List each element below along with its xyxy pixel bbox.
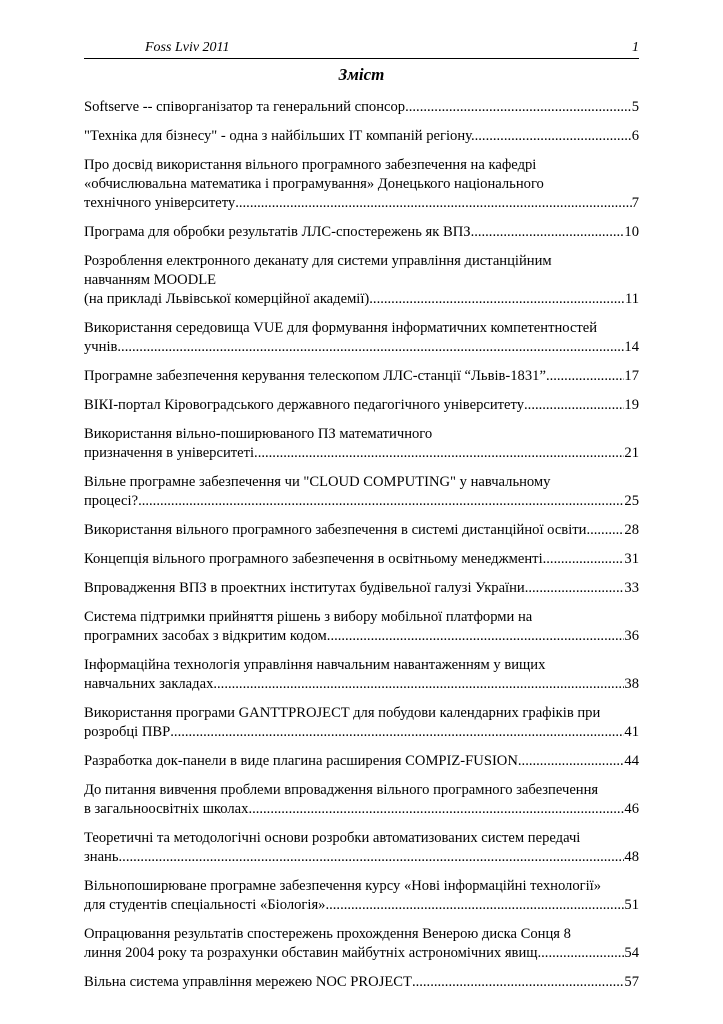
dot-leader — [327, 627, 625, 646]
toc-entry-last-line — [84, 194, 639, 213]
toc-entry[interactable] — [84, 973, 639, 992]
toc-page-number: 6 — [631, 128, 639, 144]
toc-page-number: 17 — [624, 368, 639, 384]
toc-entry-title-line: Softserve -- співорганізатор та генеральний спонсор — [84, 99, 406, 115]
toc-entry-last-line — [84, 896, 639, 915]
toc-page-number: 54 — [624, 945, 639, 961]
toc-page-number: 31 — [624, 551, 639, 567]
toc-page-number: 51 — [624, 897, 639, 913]
toc-entry-title-line: Впровадження ВПЗ в проектних інститутах будівельної галузі України — [84, 580, 525, 596]
toc-entry-last-line — [84, 98, 639, 117]
toc-entry-title-line: програмних засобах з відкритим кодом — [84, 628, 327, 644]
toc-page-number: 5 — [631, 99, 639, 115]
toc-entry[interactable] — [84, 156, 639, 213]
toc-entry-title-line: технічного університету — [84, 195, 236, 211]
toc-entry-last-line — [84, 800, 639, 819]
toc-entry-title-line: Теоретичні та методологічні основи розробки автоматизованих систем передачі — [84, 830, 581, 846]
header-rule — [84, 58, 639, 59]
dot-leader — [248, 800, 624, 819]
toc-entry-title-line: процесі? — [84, 493, 139, 509]
toc-entry-last-line — [84, 396, 639, 415]
toc-entry-last-line — [84, 627, 639, 646]
dot-leader — [138, 492, 624, 511]
toc-page-number: 36 — [624, 628, 639, 644]
dot-leader — [518, 752, 625, 771]
toc-entry-title-line: в загальноосвітніх школах — [84, 801, 249, 817]
toc-entry-title-line: Вільна система управління мережею NOC PROJECT — [84, 974, 412, 990]
dot-leader — [524, 396, 624, 415]
table-of-contents — [84, 98, 639, 1002]
toc-page-number: 25 — [624, 493, 639, 509]
header-page-number: 1 — [632, 40, 639, 55]
toc-entry-title-line: Вільне програмне забезпечення чи "CLOUD COMPUTING" у навчальному — [84, 474, 551, 490]
toc-entry[interactable] — [84, 127, 639, 146]
dot-leader — [170, 723, 624, 742]
toc-entry-last-line — [84, 223, 639, 242]
header-title: Foss Lviv 2011 — [145, 40, 230, 55]
toc-page-number: 19 — [624, 397, 639, 413]
toc-entry[interactable] — [84, 579, 639, 598]
dot-leader — [213, 675, 624, 694]
toc-entry-title-line: Інформаційна технологія управління навчальним навантаженням у вищих — [84, 657, 546, 673]
toc-entry-title-line: ВІКІ-портал Кіровоградського державного педагогічного університету — [84, 397, 525, 413]
toc-entry[interactable] — [84, 752, 639, 771]
dot-leader — [538, 944, 625, 963]
toc-entry-last-line — [84, 444, 639, 463]
toc-entry[interactable] — [84, 704, 639, 742]
toc-entry[interactable] — [84, 319, 639, 357]
toc-entry-title-line: Концепція вільного програмного забезпечення в освітньому менеджменті — [84, 551, 543, 567]
dot-leader — [590, 521, 624, 540]
toc-entry[interactable] — [84, 877, 639, 915]
toc-entry-title-line: До питання вивчення проблеми впровадження вільного програмного забезпечення — [84, 782, 599, 798]
toc-entry-title-line: Програма для обробки результатів ЛЛС-спостережень як ВПЗ — [84, 224, 471, 240]
toc-entry-title-line: Система підтримки прийняття рішень з вибору мобільної платформи на — [84, 609, 533, 625]
toc-page-number: 11 — [624, 291, 639, 307]
toc-entry-title-line: Розроблення електронного деканату для системи управління дистанційним — [84, 253, 552, 269]
toc-entry-last-line — [84, 579, 639, 598]
dot-leader — [117, 338, 624, 357]
dot-leader — [412, 973, 624, 992]
dot-leader — [369, 290, 625, 309]
toc-entry-title-line: для студентів спеціальності «Біологія» — [84, 897, 326, 913]
toc-entry-title-line: учнів — [84, 339, 118, 355]
toc-page-number: 41 — [624, 724, 639, 740]
toc-entry-last-line — [84, 973, 639, 992]
dot-leader — [543, 550, 625, 569]
toc-entry-last-line — [84, 752, 639, 771]
toc-entry-last-line — [84, 848, 639, 867]
toc-entry[interactable] — [84, 521, 639, 540]
dot-leader — [325, 896, 624, 915]
dot-leader — [525, 579, 625, 598]
toc-entry-last-line — [84, 127, 639, 146]
toc-entry-title-line: призначення в університеті — [84, 445, 255, 461]
toc-entry-last-line — [84, 723, 639, 742]
toc-entry-title-line: Разработка док-панели в виде плагина расширения COMPIZ-FUSION — [84, 753, 518, 769]
toc-entry-last-line — [84, 367, 639, 386]
toc-entry[interactable] — [84, 425, 639, 463]
toc-entry-title-line: (на прикладі Львівської комерційної академії) — [84, 291, 370, 307]
toc-entry-last-line — [84, 290, 639, 309]
toc-entry[interactable] — [84, 98, 639, 117]
toc-page-number: 46 — [624, 801, 639, 817]
toc-entry[interactable] — [84, 367, 639, 386]
dot-leader — [119, 848, 625, 867]
toc-entry-title-line: линня 2004 року та розрахунки обставин майбутніх астрономічних явищ — [84, 945, 538, 961]
toc-entry-last-line — [84, 675, 639, 694]
toc-entry-last-line — [84, 492, 639, 511]
toc-entry[interactable] — [84, 473, 639, 511]
dot-leader — [471, 223, 625, 242]
toc-entry-title-line: Використання вільного програмного забезпечення в системі дистанційної освіти. — [84, 522, 591, 538]
toc-entry[interactable] — [84, 252, 639, 309]
toc-page-number: 10 — [624, 224, 639, 240]
toc-entry-last-line — [84, 338, 639, 357]
toc-entry-title-line: Вільнопоширюване програмне забезпечення курсу «Нові інформаційні технології» — [84, 878, 602, 894]
toc-page-number: 14 — [624, 339, 639, 355]
toc-entry[interactable] — [84, 656, 639, 694]
toc-page-number: 44 — [624, 753, 639, 769]
toc-entry-last-line — [84, 550, 639, 569]
page-title: Зміст — [338, 65, 385, 84]
dot-leader — [475, 127, 632, 146]
toc-entry[interactable] — [84, 781, 639, 819]
toc-entry[interactable] — [84, 396, 639, 415]
toc-entry-title-line: Використання вільно-поширюваного ПЗ математичного — [84, 426, 433, 442]
dot-leader — [405, 98, 632, 117]
dot-leader — [254, 444, 624, 463]
toc-entry-title-line: «обчислювальна математика і програмування» Донецького національного — [84, 176, 544, 192]
toc-entry-title-line: "Техніка для бізнесу" - одна з найбільших ІТ компаній регіону. — [84, 128, 475, 144]
toc-entry[interactable] — [84, 223, 639, 242]
toc-entry[interactable] — [84, 550, 639, 569]
toc-entry-last-line — [84, 521, 639, 540]
toc-page-number: 57 — [624, 974, 639, 990]
running-header — [84, 39, 639, 57]
toc-page-number: 7 — [631, 195, 639, 211]
toc-entry-title-line: знань — [84, 849, 119, 865]
toc-entry[interactable] — [84, 608, 639, 646]
toc-page-number: 38 — [624, 676, 639, 692]
toc-entry-title-line: Опрацювання результатів спостережень прохождення Венерою диска Сонця 8 — [84, 926, 571, 942]
dot-leader — [546, 367, 624, 386]
toc-entry-title-line: Про досвід використання вільного програмного забезпечення на кафедрі — [84, 157, 537, 173]
toc-entry-title-line: Використання середовища VUE для формування інформатичних компетентностей — [84, 320, 598, 336]
toc-page-number: 28 — [624, 522, 639, 538]
toc-entry-title-line: Використання програми GANTTPROJECT для побудови календарних графіків при — [84, 705, 601, 721]
toc-entry-title-line: розробці ПВР — [84, 724, 171, 740]
dot-leader — [235, 194, 631, 213]
toc-entry-last-line — [84, 944, 639, 963]
toc-page-number: 33 — [624, 580, 639, 596]
toc-entry-title-line: Програмне забезпечення керування телескопом ЛЛС-станції “Львів-1831” — [84, 368, 546, 384]
toc-page-number: 48 — [624, 849, 639, 865]
toc-page-number: 21 — [624, 445, 639, 461]
toc-entry-title-line: навчальних закладах — [84, 676, 214, 692]
toc-entry-title-line: навчанням MOODLE — [84, 272, 217, 288]
toc-entry[interactable] — [84, 925, 639, 963]
toc-entry[interactable] — [84, 829, 639, 867]
